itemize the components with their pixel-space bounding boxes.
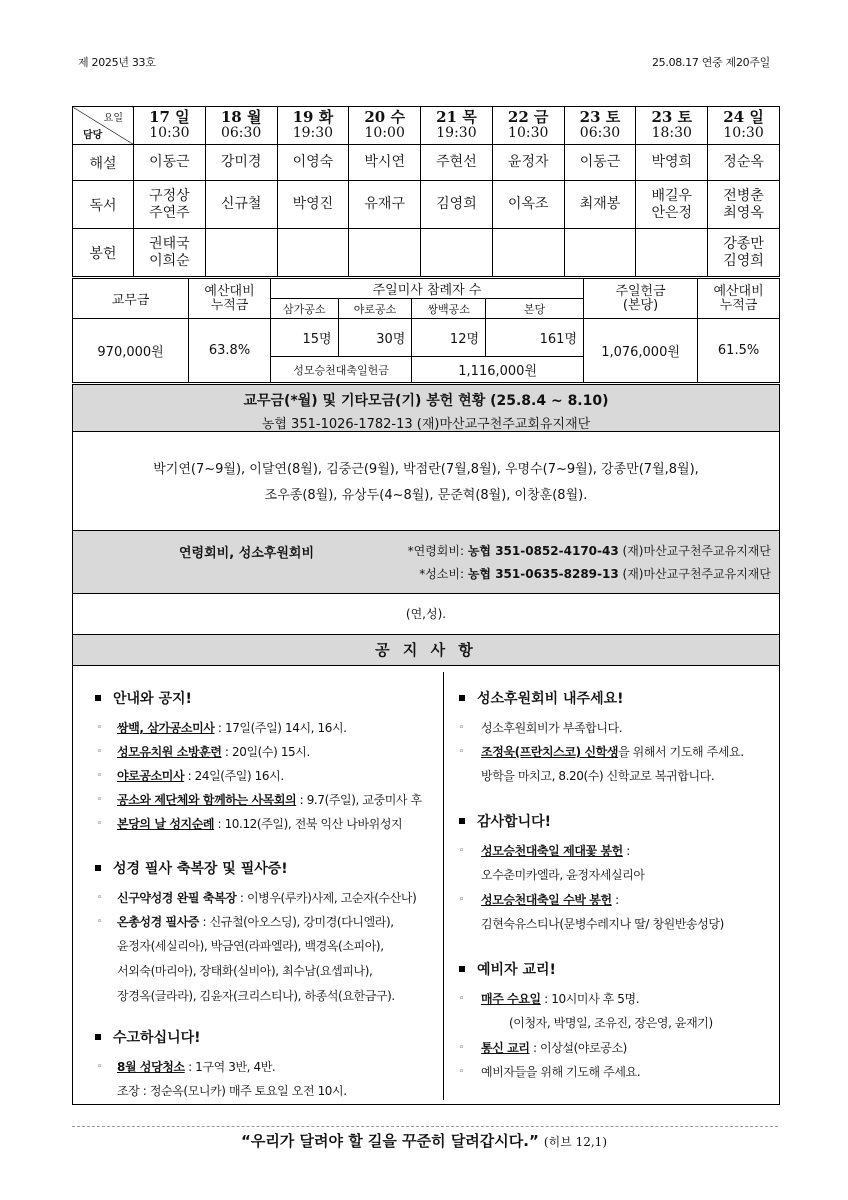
schedule-cell: 강미경: [205, 145, 277, 181]
day-header: 18 월 06:30: [205, 107, 277, 145]
schedule-cell: [564, 229, 636, 277]
donation-account: 농협 351-1026-1782-13 (재)마산교구천주교회유지재단: [261, 417, 591, 432]
budget2-value: 61.5%: [698, 319, 780, 383]
schedule-cell: 박영진: [277, 181, 349, 229]
notice-body: [72, 665, 780, 1105]
day-header: 19 화 19:30: [277, 107, 349, 145]
section-heading: 성소후원회비 내주세요!: [445, 688, 779, 708]
schedule-cell: 주현선: [421, 145, 493, 181]
offering-value: 1,076,000원: [584, 319, 698, 383]
notice-item: ◦ 조정욱(프란치스코) 신학생을 위해서 기도해 주세요.: [459, 745, 744, 759]
schedule-cell: 이영숙: [277, 145, 349, 181]
notice-item: ◦ 성모승천대축일 수박 봉헌 :: [459, 893, 619, 907]
schedule-cell: [349, 229, 421, 277]
section-heading: 수고하십니다!: [73, 1027, 441, 1047]
notice-item: ◦ 예비자들을 위해 기도해 주세요.: [459, 1065, 641, 1079]
schedule-cell: 유재구: [349, 181, 421, 229]
feast-offering-label: 성모승천대축일헌금: [270, 357, 411, 383]
day-header: 23 토 06:30: [564, 107, 636, 145]
membership-content: (연,성).: [72, 593, 780, 635]
schedule-cell: 권태국 이희순: [134, 229, 206, 277]
donation-names-line: 박기연(7~9월), 이달연(8월), 김중근(9월), 박점란(7월,8월), 우명수(7~9월), 강종만(7월,8월),: [153, 462, 699, 477]
att-col-ssangbaek: 쌍백공소: [412, 299, 486, 319]
day-header: 22 금 10:30: [492, 107, 564, 145]
budget-value: 63.8%: [189, 319, 271, 383]
section-heading: 안내와 공지!: [73, 688, 441, 708]
section-heading: 감사합니다!: [445, 811, 779, 831]
membership-title: 연령회비, 성소후원회비: [179, 546, 315, 561]
schedule-cell: 구정상 주연주: [134, 181, 206, 229]
corner-header: [73, 107, 134, 145]
day-header: 17 일 10:30: [134, 107, 206, 145]
membership-account-1: [408, 542, 771, 559]
gyomu-value: 970,000원: [73, 319, 189, 383]
offering-label: 주일헌금 (본당): [584, 279, 698, 319]
budget2-label: 예산대비 누적금: [698, 279, 780, 319]
org: (재)마산교구천주교유지재단: [618, 567, 771, 581]
att-value-samga: 15명: [270, 319, 338, 357]
quote-text: “우리가 달려야 할 길을 꾸준히 달려갑시다.”: [240, 1132, 539, 1150]
notice-item: ◦ 매주 수요일 : 10시미사 후 5명.: [459, 992, 640, 1006]
footer-divider: [72, 1126, 778, 1127]
notice-continuation: 조장 : 정순옥(모니카) 매주 토요일 오전 10시.: [117, 1084, 347, 1098]
schedule-cell: 배길우 안은정: [636, 181, 708, 229]
notice-item: ◦ 공소와 제단체와 함께하는 사목회의 : 9.7(주일), 교중미사 후: [97, 793, 422, 807]
schedule-cell: [492, 229, 564, 277]
att-value-main: 161명: [486, 319, 584, 357]
notice-item: ◦ 본당의 날 성지순례 : 10.12(주일), 전북 익산 나바위성지: [97, 817, 403, 831]
role-label: 봉헌: [73, 229, 134, 277]
day-header: 21 목 19:30: [421, 107, 493, 145]
membership-account-2: [419, 565, 771, 582]
corner-role-label: 담당: [83, 130, 103, 141]
notice-continuation: 장경옥(글라라), 김윤자(크리스티나), 하종석(요한금구).: [117, 989, 395, 1003]
account: 농협 351-0635-8289-13: [467, 567, 619, 581]
day-header: 24 일 10:30: [708, 107, 780, 145]
att-col-yaro: 야로공소: [338, 299, 412, 319]
notice-item: ◦ 온총성경 필사증 : 신규철(아오스딩), 강미경(다니엘라),: [97, 915, 394, 929]
schedule-cell: [421, 229, 493, 277]
finance-attendance-table: [72, 278, 780, 383]
notice-item: ◦ 통신 교리 : 이상설(야로공소): [459, 1041, 627, 1055]
notice-continuation: 방학을 마치고, 8.20(수) 신학교로 복귀합니다.: [481, 769, 715, 783]
schedule-cell: 신규철: [205, 181, 277, 229]
notice-continuation: 오수춘미카엘라, 윤정자세실리아: [481, 868, 645, 882]
label: *연령회비:: [407, 544, 468, 558]
account: 농협 351-0852-4170-43: [467, 544, 619, 558]
att-col-main: 본당: [486, 299, 584, 319]
notice-item: ◦ 쌍백, 삼가공소미사 : 17일(주일) 14시, 16시.: [97, 721, 347, 735]
corner-day-label: 요일: [103, 113, 123, 124]
schedule-cell: [205, 229, 277, 277]
role-label: 독서: [73, 181, 134, 229]
schedule-cell: 박영희: [636, 145, 708, 181]
membership-header: [72, 530, 780, 594]
notice-item: ◦ 8월 성당청소 : 1구역 3반, 4반.: [97, 1060, 276, 1074]
notice-item: ◦ 성모승천대축일 제대꽃 봉헌 :: [459, 844, 630, 858]
notice-continuation: 김현숙유스티나(문병수레지나 딸/ 창원반송성당): [481, 917, 724, 931]
day-header: 20 수 10:00: [349, 107, 421, 145]
notice-title: 공 지 사 항: [72, 634, 780, 666]
org: (재)마산교구천주교유지재단: [618, 544, 771, 558]
notice-right-column: [445, 688, 779, 1084]
donation-names-line: 조우종(8월), 유상두(4~8월), 문준혁(8월), 이창훈(8월).: [264, 488, 588, 503]
schedule-cell: 정순옥: [708, 145, 780, 181]
notice-continuation: 서외숙(마리아), 장태화(실비아), 최수남(요셉피나),: [117, 964, 373, 978]
notice-item: ◦ 성소후원회비가 부족합니다.: [459, 721, 623, 735]
notice-item: ◦ 야로공소미사 : 24일(주일) 16시.: [97, 769, 284, 783]
att-col-samga: 삼가공소: [270, 299, 338, 319]
label: *성소비:: [419, 567, 468, 581]
feast-offering-value: 1,116,000원: [412, 357, 584, 383]
role-label: 해설: [73, 145, 134, 181]
quote-reference: (히브 12,1): [543, 1135, 608, 1149]
schedule-cell: 최재봉: [564, 181, 636, 229]
column-divider: [443, 672, 444, 1100]
schedule-cell: [277, 229, 349, 277]
donation-header: [72, 384, 780, 432]
schedule-cell: 김영희: [421, 181, 493, 229]
footer-quote: [0, 1130, 848, 1151]
schedule-cell: [636, 229, 708, 277]
ministry-schedule-table: [72, 106, 780, 277]
donation-names: [72, 431, 780, 531]
issue-number: 제 2025년 33호: [78, 56, 156, 69]
section-heading: 예비자 교리!: [445, 959, 779, 979]
notice-continuation: 윤정자(세실리아), 박금연(라파엘라), 백경옥(소피아),: [117, 939, 384, 953]
section-heading: 성경 필사 축복장 및 필사증!: [73, 858, 441, 878]
schedule-cell: 이동근: [134, 145, 206, 181]
issue-date: 25.08.17 연중 제20주일: [651, 56, 770, 69]
notice-item: ◦ 신구약성경 완필 축복장 : 이병우(루카)사제, 고순자(수산나): [97, 891, 417, 905]
schedule-cell: 강종만 김영희: [708, 229, 780, 277]
attendance-title: 주일미사 참례자 수: [270, 279, 583, 299]
gyomu-label: 교무금: [73, 279, 189, 319]
notice-item: ◦ 성모유치원 소방훈련 : 20일(수) 15시.: [97, 745, 310, 759]
schedule-cell: 전병춘 최영옥: [708, 181, 780, 229]
schedule-cell: 윤정자: [492, 145, 564, 181]
schedule-cell: 이동근: [564, 145, 636, 181]
notice-left-column: [73, 688, 441, 1104]
schedule-cell: 이옥조: [492, 181, 564, 229]
att-value-ssangbaek: 12명: [412, 319, 486, 357]
donation-title: 교무금(*월) 및 기타모금(기) 봉헌 현황 (25.8.4 ~ 8.10): [243, 393, 609, 409]
att-value-yaro: 30명: [338, 319, 412, 357]
day-header: 23 토 18:30: [636, 107, 708, 145]
schedule-cell: 박시연: [349, 145, 421, 181]
budget-label: 예산대비 누적금: [189, 279, 271, 319]
notice-continuation: (이청자, 박명일, 조유진, 장은영, 윤재기): [509, 1016, 713, 1030]
